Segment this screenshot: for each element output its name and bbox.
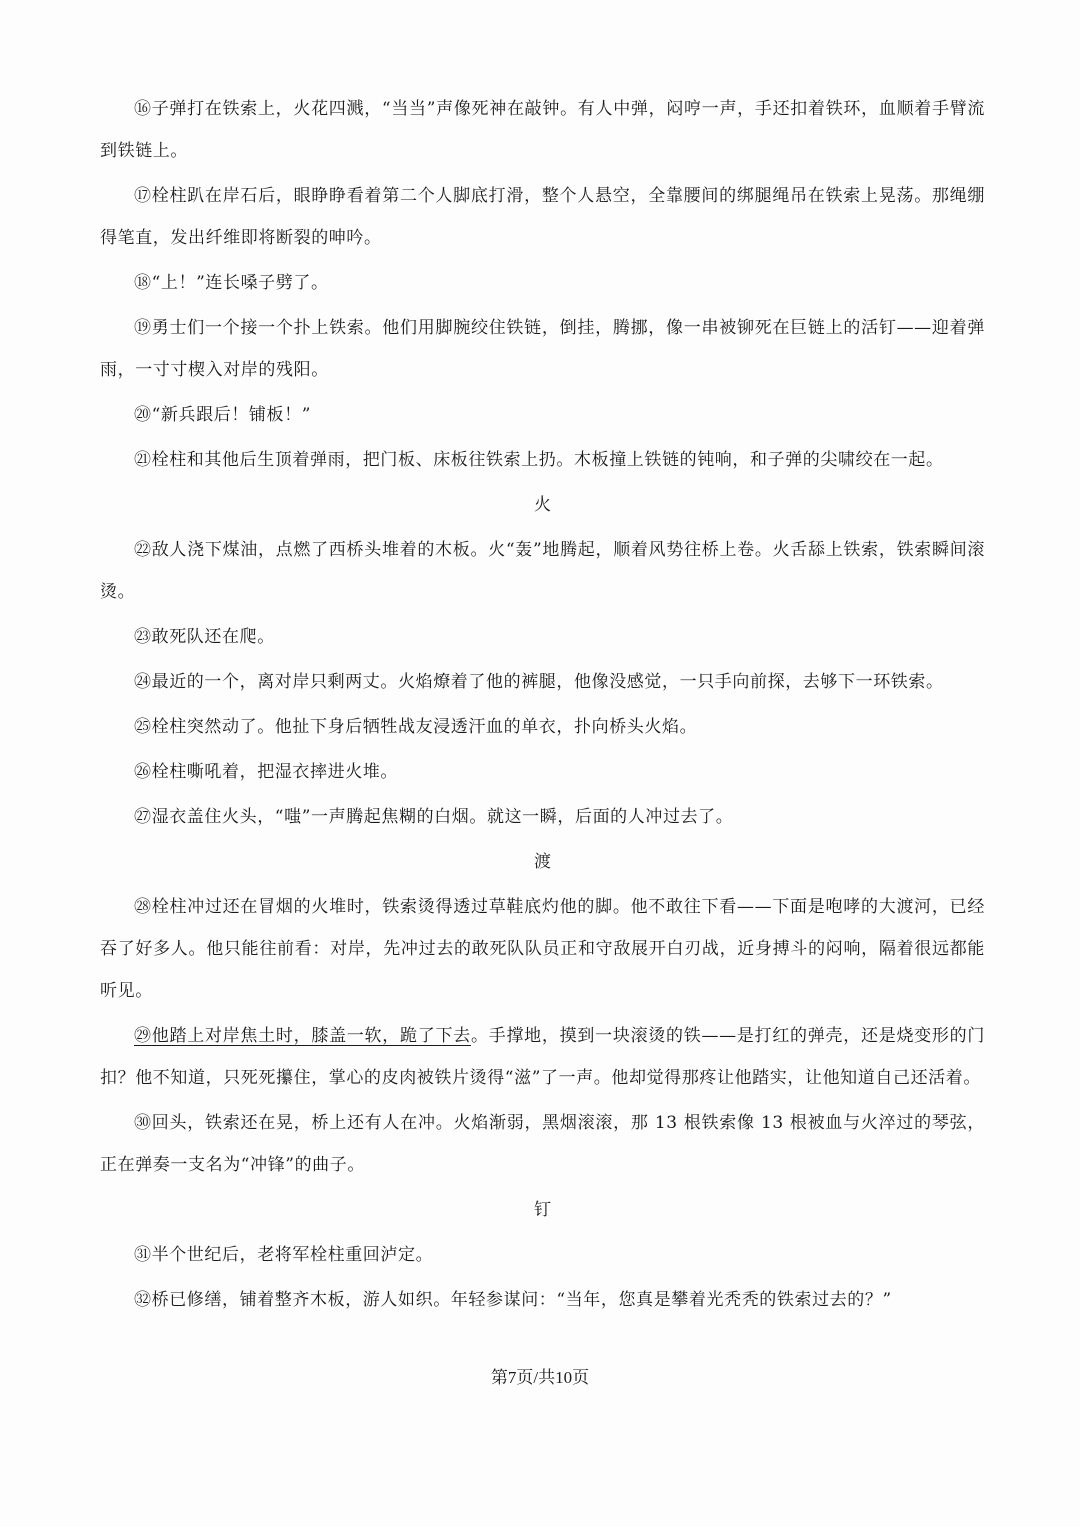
underlined-sentence: ㉙他踏上对岸焦土时，膝盖一软，跪了下去 [134, 1026, 471, 1046]
paragraph-28: ㉘栓柱冲过还在冒烟的火堆时，铁索烫得透过草鞋底灼他的脚。他不敢往下看——下面是咆哮的大渡河，已经吞了好多人。他只能往前看：对岸，先冲过去的敢死队队员正和守敌展开白刃战，近身搏斗的闷响，隔着很远都能听见。 [100, 897, 985, 1001]
paragraph-31: ㉛半个世纪后，老将军栓柱重回泸定。 [134, 1245, 434, 1265]
paragraph-26: ㉖栓柱嘶吼着，把湿衣摔进火堆。 [134, 762, 398, 782]
paragraph-27: ㉗湿衣盖住火头，“嗤”一声腾起焦糊的白烟。就这一瞬，后面的人冲过去了。 [134, 807, 734, 827]
paragraph-18: ⑱“上！”连长嗓子劈了。 [134, 273, 329, 293]
paragraph-21: ㉑栓柱和其他后生顶着弹雨，把门板、床板往铁索上扔。木板撞上铁链的钝响，和子弹的尖啸绞在一起。 [134, 450, 944, 470]
paragraph-19: ⑲勇士们一个接一个扑上铁索。他们用脚腕绞住铁链，倒挂，腾挪，像一串被铆死在巨链上的活钉——迎着弹雨，一寸寸楔入对岸的残阳。 [100, 318, 985, 380]
paragraph-23: ㉓敢死队还在爬。 [134, 627, 275, 647]
paragraph-22: ㉒敌人浇下煤油，点燃了西桥头堆着的木板。火“轰”地腾起，顺着风势往桥上卷。火舌舔上铁索，铁索瞬间滚烫。 [100, 540, 985, 602]
section-heading-cross: 渡 [534, 852, 551, 872]
paragraph-30: ㉚回头，铁索还在晃，桥上还有人在冲。火焰渐弱，黑烟滚滚，那 13 根铁索像 13 根被血与火淬过的琴弦，正在弹奏一支名为“冲锋”的曲子。 [100, 1113, 985, 1175]
paragraph-25: ㉕栓柱突然动了。他扯下身后牺牲战友浸透汗血的单衣，扑向桥头火焰。 [134, 717, 698, 737]
paragraph-29-rest: 。手撑地，摸到一块滚烫的铁——是打红的弹壳，还是烧变形的门扣？他不知道，只死死攥住，掌心的皮肉被铁片烫得“滋”了一声。他却觉得那疼让他踏实，让他知道自己还活着。 [100, 1026, 985, 1088]
paragraph-29 [100, 1015, 985, 1099]
paragraph-16: ⑯子弹打在铁索上，火花四溅，“当当”声像死神在敲钟。有人中弹，闷哼一声，手还扣着铁环，血顺着手臂流到铁链上。 [100, 99, 985, 161]
paragraph-17: ⑰栓柱趴在岸石后，眼睁睁看着第二个人脚底打滑，整个人悬空，全靠腰间的绑腿绳吊在铁索上晃荡。那绳绷得笔直，发出纤维即将断裂的呻吟。 [100, 186, 985, 248]
article-body [100, 88, 985, 1324]
paragraph-32: ㉜桥已修缮，铺着整齐木板，游人如织。年轻参谋问：“当年，您真是攀着光秃秃的铁索过去的？” [134, 1290, 892, 1310]
page-number-footer: 第7页/共10页 [490, 1368, 590, 1387]
paragraph-20: ⑳“新兵跟后！铺板！” [134, 405, 311, 425]
section-heading-nail: 钉 [534, 1200, 551, 1220]
paragraph-24: ㉔最近的一个，离对岸只剩两丈。火焰燎着了他的裤腿，他像没感觉，一只手向前探，去够下一环铁索。 [134, 672, 944, 692]
section-heading-fire: 火 [534, 495, 551, 515]
